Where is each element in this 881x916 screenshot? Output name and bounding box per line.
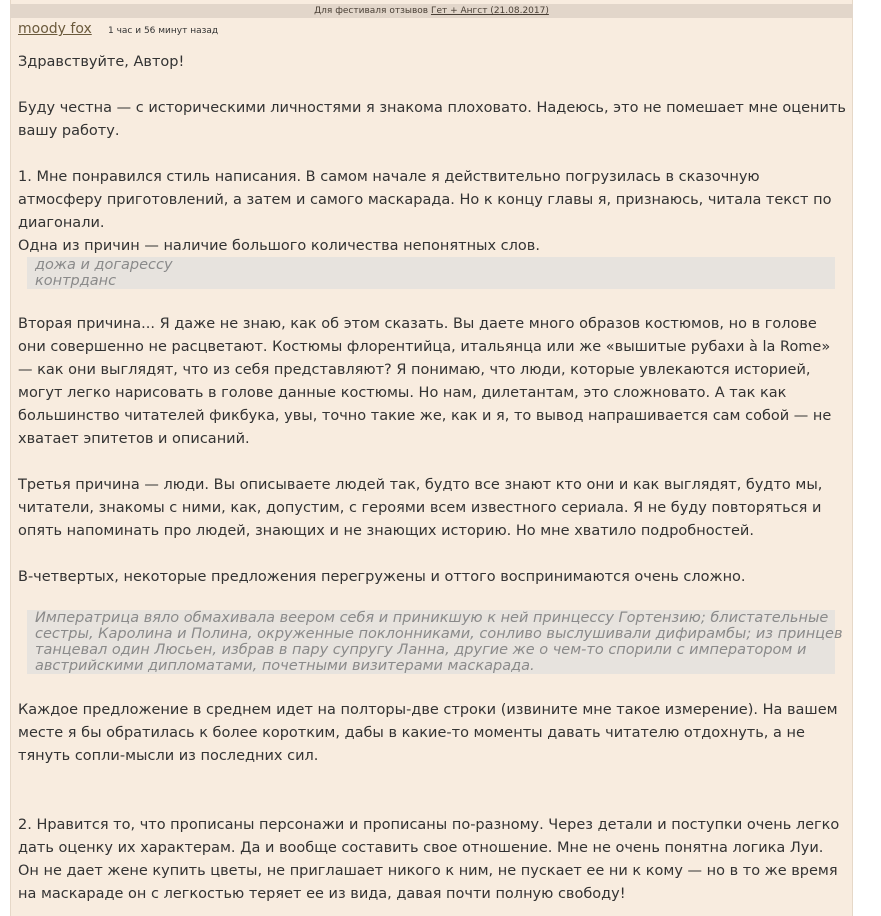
paragraph-6: В-четвертых, некоторые предложения перегружены и оттого воспринимаются очень сложно. xyxy=(18,569,746,585)
paragraph-3: Одна из причин — наличие большого количества непонятных слов. xyxy=(18,238,540,254)
quote-line: дожа и догарессу xyxy=(35,257,173,273)
quote-line: Императрица вяло обмахивала веером себя и приникшую к ней принцессу Гортензию; блистательные xyxy=(35,610,829,626)
quote-words xyxy=(27,257,835,289)
festival-link[interactable]: Гет + Ангст (21.08.2017) xyxy=(430,6,549,16)
festival-prefix: Для фестиваля отзывов xyxy=(314,6,429,16)
quote-line: австрийскими дипломатами, почетными визитерами маскарада. xyxy=(35,658,535,674)
paragraph-4: Вторая причина... Я даже не знаю, как об этом сказать. Вы даете много образов костюмов, но в голове они совершенно не расцветают. Костюмы флорентийца, итальянца или же «вышитые рубахи à la Rome» — как они выглядят, что из себя представляют? Я понимаю, что люди, которые увлекаются историей, могут легко нарисовать в голове данные костюмы. Но нам, дилетантам, это сложновато. А так как большинство читателей фикбука, увы, точно такие же, как и я, то вывод напрашивается сам собой — не хватает эпитетов и описаний. xyxy=(18,316,832,447)
greeting: Здравствуйте, Автор! xyxy=(18,54,185,70)
festival-header xyxy=(10,4,853,18)
quote-line: сестры, Каролина и Полина, окруженные поклонниками, сонливо выслушивали дифирамбы; из принцев xyxy=(35,626,843,642)
quote-line: танцевал один Люсьен, избрав в пару супругу Ланна, другие же о чем-то спорили с императором и xyxy=(35,642,807,658)
paragraph-8: 2. Нравится то, что прописаны персонажи и прописаны по-разному. Через детали и поступки очень легко дать оценку их характерам. Да и вообще составить свое отношение. Мне не очень понятна логика Луи. Он не дает жене купить цветы, не приглашает никого к ним, не пускает ее ни к кому — но в то же время на маскараде он с легкостью теряет ее из вида, давая почти полную свободу! xyxy=(18,817,840,902)
paragraph-2: 1. Мне понравился стиль написания. В самом начале я действительно погрузилась в сказочную атмосферу приготовлений, а затем и самого маскарада. Но к концу главы я, признаюсь, читала текст по диагонали. xyxy=(18,169,832,231)
paragraph-5: Третья причина — люди. Вы описываете людей так, будто все знают кто они и как выглядят, будто мы, читатели, знакомы с ними, как, допустим, с героями всем известного сериала. Я не буду повторяться и опять напоминать про людей, знающих и не знающих историю. Но мне хватило подробностей. xyxy=(18,477,823,539)
quote-line: контрданс xyxy=(35,273,117,289)
comment-time: 1 час и 56 минут назад xyxy=(108,26,219,36)
paragraph-7: Каждое предложение в среднем идет на полторы-две строки (извините мне такое измерение). На вашем месте я бы обратилась к более коротким, дабы в какие-то моменты давать читателю отдохнуть, а не тянуть сопли-мысли из последних сил. xyxy=(18,702,838,764)
paragraph-1: Буду честна — с историческими личностями я знакома плоховато. Надеюсь, это не помешает мне оценить вашу работу. xyxy=(18,100,846,139)
author-link[interactable]: moody fox xyxy=(18,21,92,37)
quote-sentence xyxy=(27,610,843,674)
